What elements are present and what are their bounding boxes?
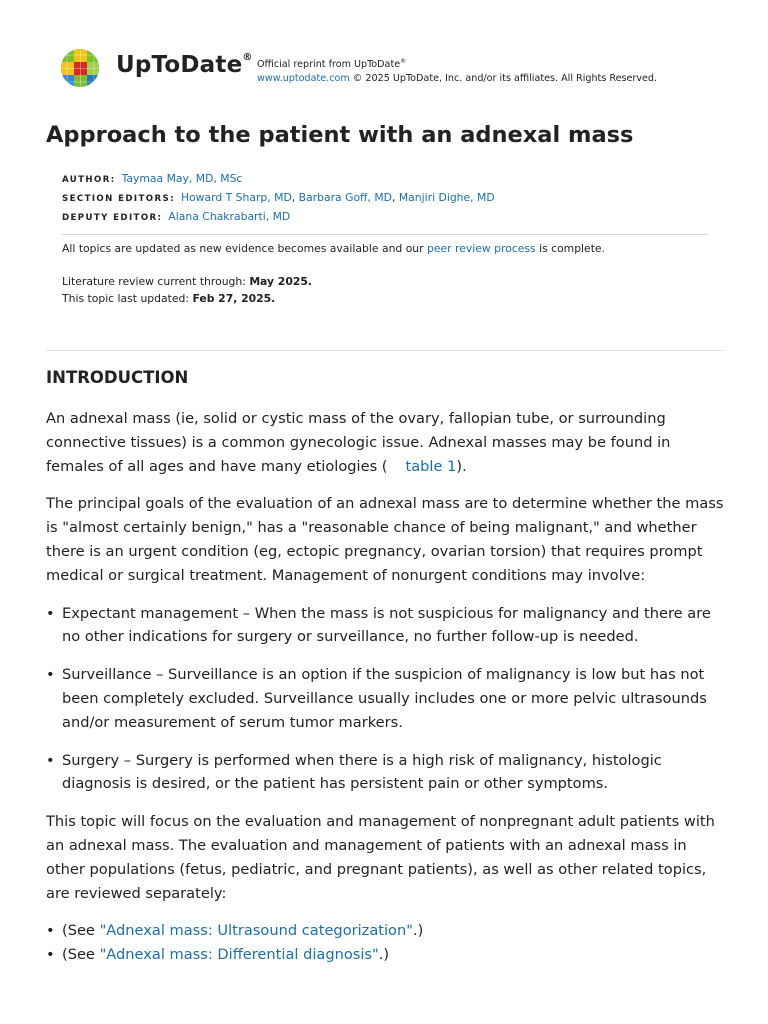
uptodate-site-link[interactable]: www.uptodate.com [257, 73, 350, 85]
author-row [62, 170, 495, 189]
reprint-line: Official reprint from UpToDate [257, 59, 401, 71]
deputy-editor-link[interactable]: Alana Chakrabarti, MD [168, 210, 291, 223]
page-title: Approach to the patient with an adnexal mass [46, 122, 634, 148]
copyright-text: © 2025 UpToDate, Inc. and/or its affiliates. All Rights Reserved. [349, 73, 658, 85]
list-item: • Surgery – Surgery is performed when there is a high risk of malignancy, histologic diagnosis is desired, or the patient has persistent pain or other symptoms. [46, 749, 726, 797]
introduction-heading: INTRODUCTION [46, 368, 189, 387]
credits-divider [62, 234, 708, 235]
related-topic-link[interactable]: "Adnexal mass: Differential diagnosis" [99, 946, 379, 964]
list-item: • Expectant management – When the mass is not suspicious for malignancy and there are no other indications for surgery or surveillance, no further follow-up is needed. [46, 602, 726, 650]
section-editor-link[interactable]: Manjiri Dighe, MD [398, 191, 495, 204]
review-dates [62, 273, 312, 307]
section-editor-link[interactable]: Barbara Goff, MD [298, 191, 392, 204]
paragraph: The principal goals of the evaluation of an adnexal mass are to determine whether the mass is "almost certainly benign," has a "reasonable chance of being malignant," and whether there is an urgent condition (eg, ectopic pregnancy, ovarian torsion) that requires prompt medical or surgical treatment. Management of nonurgent conditions may involve: [46, 495, 724, 584]
peer-review-link[interactable]: peer review process [427, 242, 536, 255]
section-divider [46, 350, 724, 351]
section-editor-link[interactable]: Howard T Sharp, MD [180, 191, 292, 204]
reprint-header [60, 48, 720, 92]
table-1-link[interactable]: table 1 [405, 457, 457, 475]
last-updated-line: This topic last updated: Feb 27, 2025. [62, 292, 276, 305]
introduction-body [46, 407, 726, 967]
related-topic-link[interactable]: "Adnexal mass: Ultrasound categorization" [99, 922, 413, 940]
management-options-list [46, 602, 726, 797]
section-editors-row: SECTION EDITORS : Howard T Sharp, MD, Barbara Goff, MD, Manjiri Dighe, MD [62, 189, 495, 208]
deputy-editor-label: DEPUTY EDITOR : [62, 213, 162, 223]
author-link[interactable]: Taymaa May, MD, MSc [121, 172, 243, 185]
paragraph: This topic will focus on the evaluation and management of nonpregnant adult patients with an adnexal mass. The evaluation and management of patients with an adnexal mass in other populations (fetus, pediatric, and pregnant patients), as well as other related topics, are reviewed separately: [46, 813, 715, 902]
article-credits [62, 170, 495, 227]
related-topics-list [46, 919, 726, 967]
list-item: • Surveillance – Surveillance is an option if the suspicion of malignancy is low but has not been completely excluded. Surveillance usually includes one or more pelvic ultrasounds and/or measurement of serum tumor markers. [46, 663, 726, 734]
paragraph: An adnexal mass (ie, solid or cystic mass of the ovary, fallopian tube, or surrounding connective tissues) is a common gynecologic issue. Adnexal masses may be found in females of all ages and have many etiologies ( table 1). [46, 410, 671, 475]
uptodate-logo-icon [60, 48, 102, 90]
section-editors-label: SECTION EDITORS : [62, 194, 175, 204]
literature-review-line: Literature review current through: May 2025. [62, 275, 312, 288]
author-label: AUTHOR : [62, 175, 116, 185]
brand-name: UpToDate® [116, 52, 253, 78]
update-note: All topics are updated as new evidence becomes available and our peer review process is complete. [62, 242, 606, 255]
list-item: • (See "Adnexal mass: Ultrasound categorization".) [46, 919, 726, 943]
list-item: • (See "Adnexal mass: Differential diagnosis".) [46, 943, 726, 967]
deputy-editor-row [62, 208, 495, 227]
reprint-notice: Official reprint from UpToDate® www.uptodate.com © 2025 UpToDate, Inc. and/or its affiliates. All Rights Reserved. [257, 58, 658, 85]
